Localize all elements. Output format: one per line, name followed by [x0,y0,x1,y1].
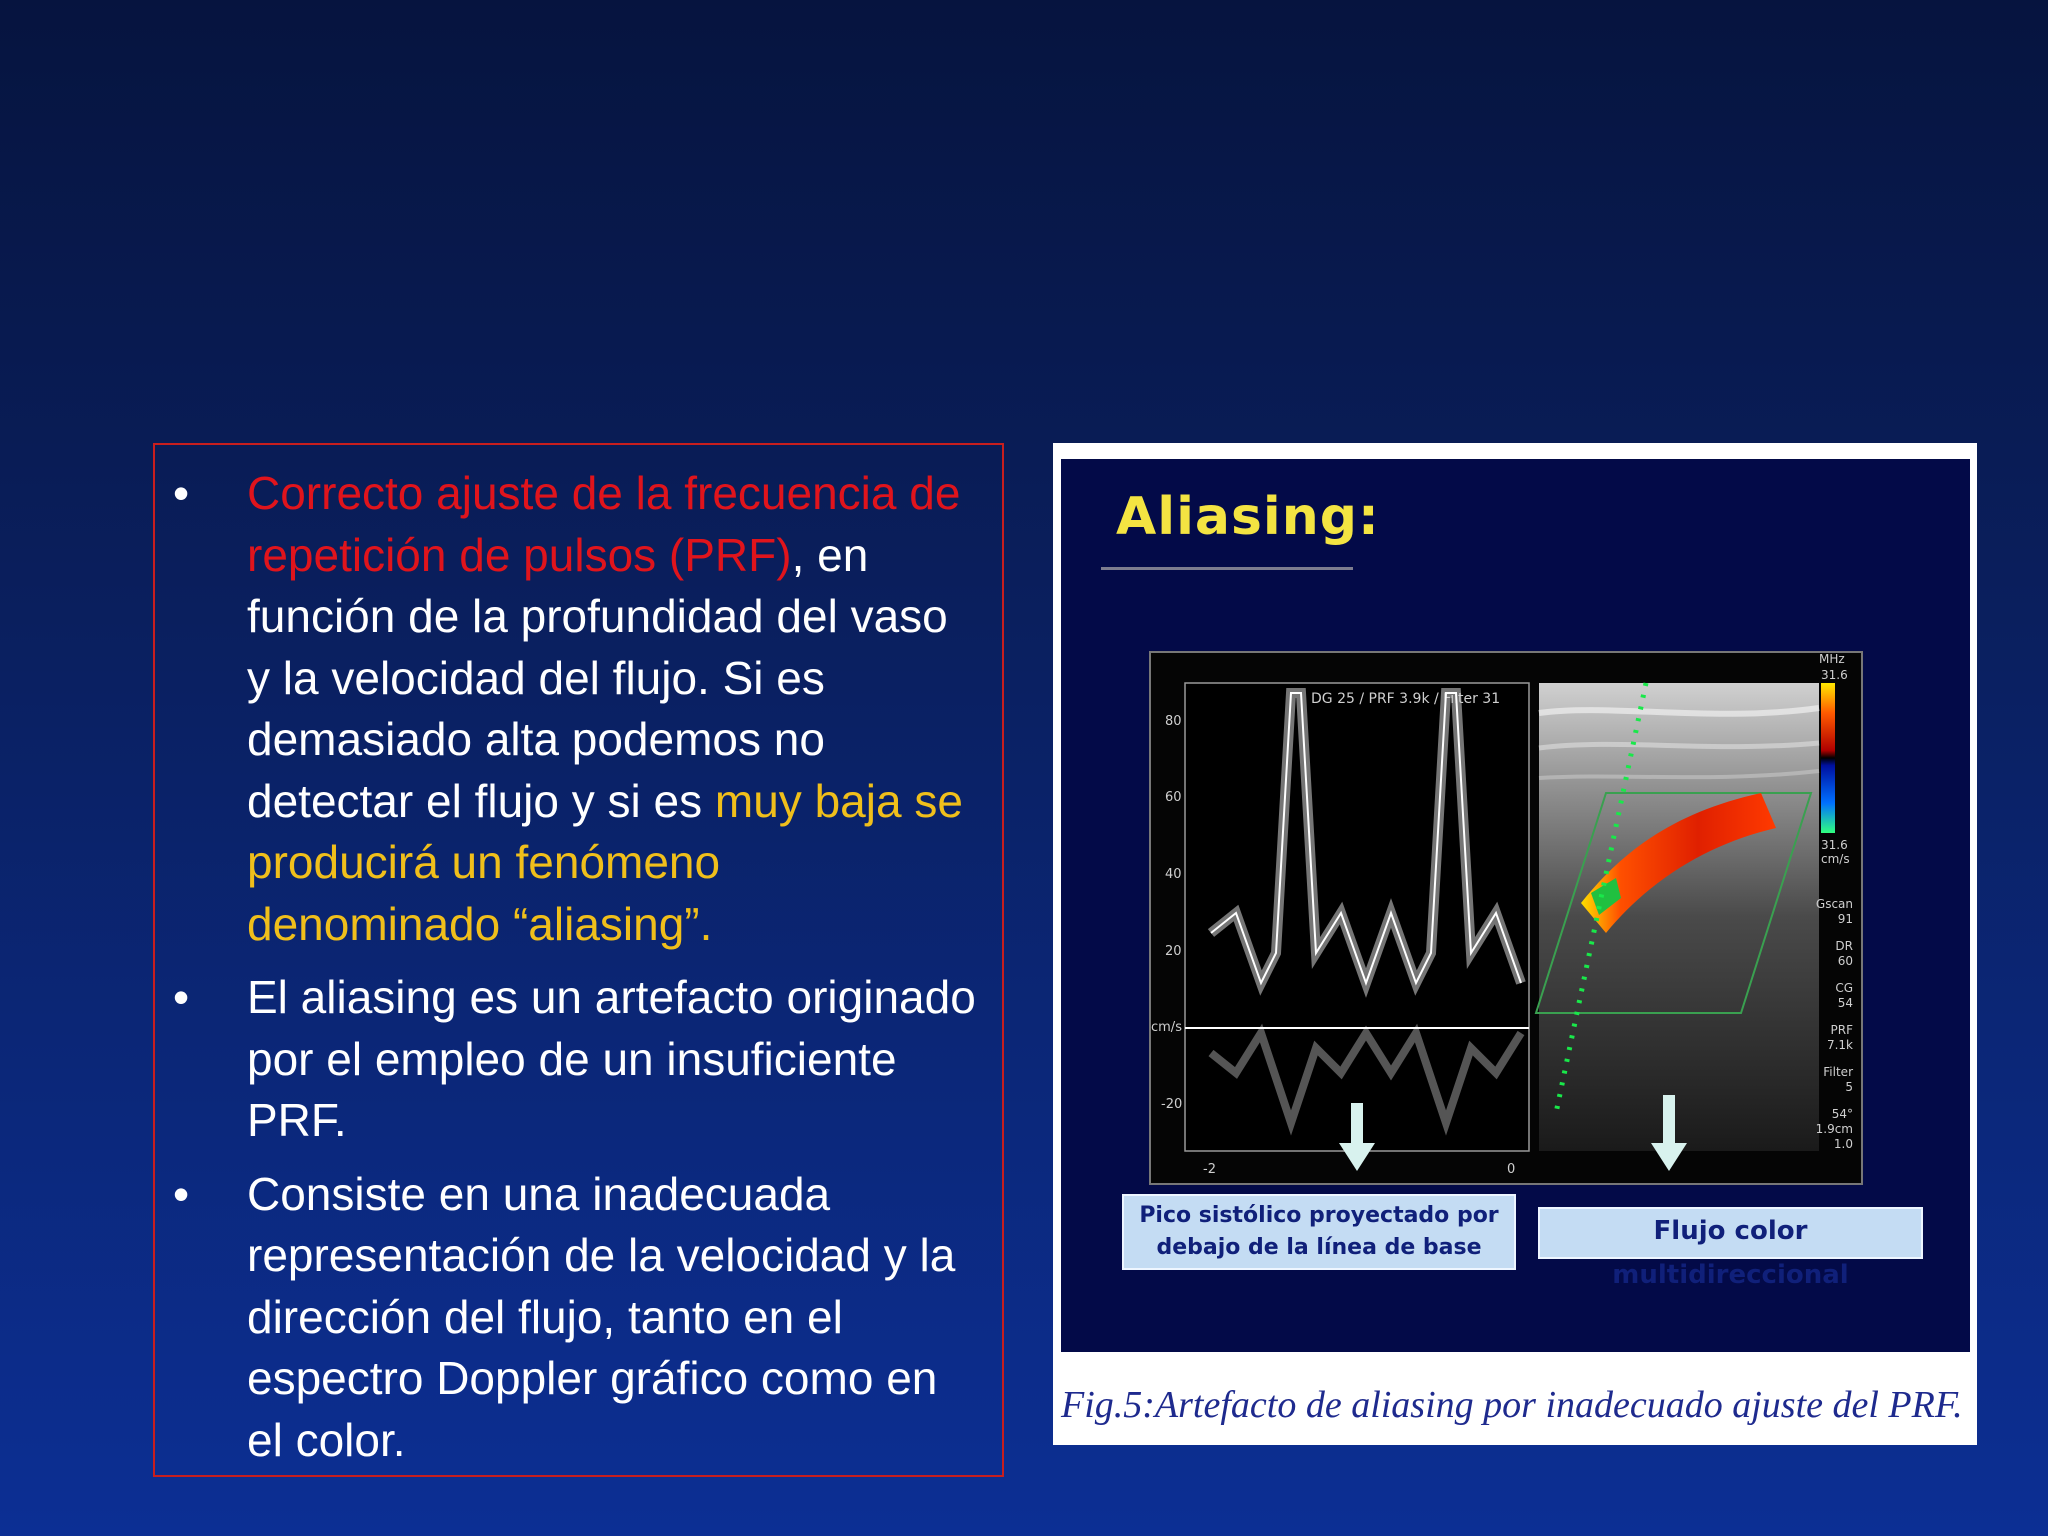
mhz-label: MHz [1819,653,1845,666]
angle-readout: 54° [1831,1107,1853,1121]
bullet-red-text: Correcto ajuste de la frecuencia de repetición de pulsos (PRF) [247,467,961,581]
param-label: DR [1835,939,1853,953]
y-tick: 40 [1165,867,1182,882]
callout-line: Pico sistólico proyectado por [1139,1203,1499,1228]
scale-bottom: 31.6 [1821,838,1848,852]
color-scale-bar [1821,683,1835,833]
bullet-text: Consiste en una inadecuada representación de la velocidad y la dirección del flujo, tanto en el espectro Doppler gráfico como en el color. [247,1167,956,1466]
param-value: 7.1k [1826,1038,1853,1052]
spectral-header: DG 25 / PRF 3.9k / Filter 31 [1311,691,1501,707]
y-tick: 60 [1165,790,1182,805]
param-label: PRF [1830,1023,1853,1037]
bullet-marker: • [173,1167,190,1220]
color-doppler-image [1536,683,1819,1151]
bullet-item-aliasing-definition [173,967,982,1152]
callout-systolic-peak [1122,1194,1516,1270]
param-value: 91 [1837,912,1853,926]
scale-unit: cm/s [1821,852,1850,866]
bullet-yellow-text: muy baja se producirá un fenómeno denominado “aliasing”. [247,774,963,950]
param-value: 54 [1837,996,1853,1010]
figure-title: Aliasing: [1116,487,1380,547]
scale-top: 31.6 [1821,668,1848,682]
param-label: Gscan [1815,897,1853,911]
bullet-marker: • [173,971,190,1023]
text-panel [153,443,1004,1477]
aliasing-figure [1053,443,1977,1445]
ultrasound-graphic [1151,653,1857,1179]
figure-caption: Fig.5:Artefacto de aliasing por inadecuado ajuste del PRF. [1061,1384,1963,1426]
param-label: CG [1835,981,1853,995]
bullet-marker: • [173,467,190,519]
depth-readout: 1.9cm [1815,1122,1853,1136]
bullet-item-consists [173,1164,982,1472]
bullet-list [173,463,982,1471]
callout-line: debajo de la línea de base [1156,1235,1482,1260]
ultrasound-panel [1149,651,1863,1185]
parameter-list [1816,897,1853,1151]
y-tick: 80 [1165,714,1182,729]
bullet-item-prf [173,463,982,955]
bullet-text: El aliasing es un artefacto originado por el empleo de un insuficiente PRF. [247,971,976,1146]
y-tick: -20 [1161,1097,1183,1112]
zoom-readout: 1.0 [1833,1137,1853,1151]
param-value: 5 [1845,1080,1853,1094]
callout-color-flow: Flujo color multidireccional [1538,1207,1923,1259]
y-axis-unit: cm/s [1151,1020,1182,1035]
param-value: 60 [1837,954,1853,968]
title-underline [1101,567,1353,570]
figure-image-area [1061,459,1970,1352]
y-tick: 20 [1165,944,1182,959]
bullet-white-text: , en función de la profundidad del vaso y la velocidad del flujo. Si es demasiado alta podemos no detectar el flujo y si es [247,528,948,827]
x-tick: -2 [1203,1162,1216,1177]
x-tick: 0 [1507,1162,1516,1177]
param-label: Filter [1823,1065,1853,1079]
